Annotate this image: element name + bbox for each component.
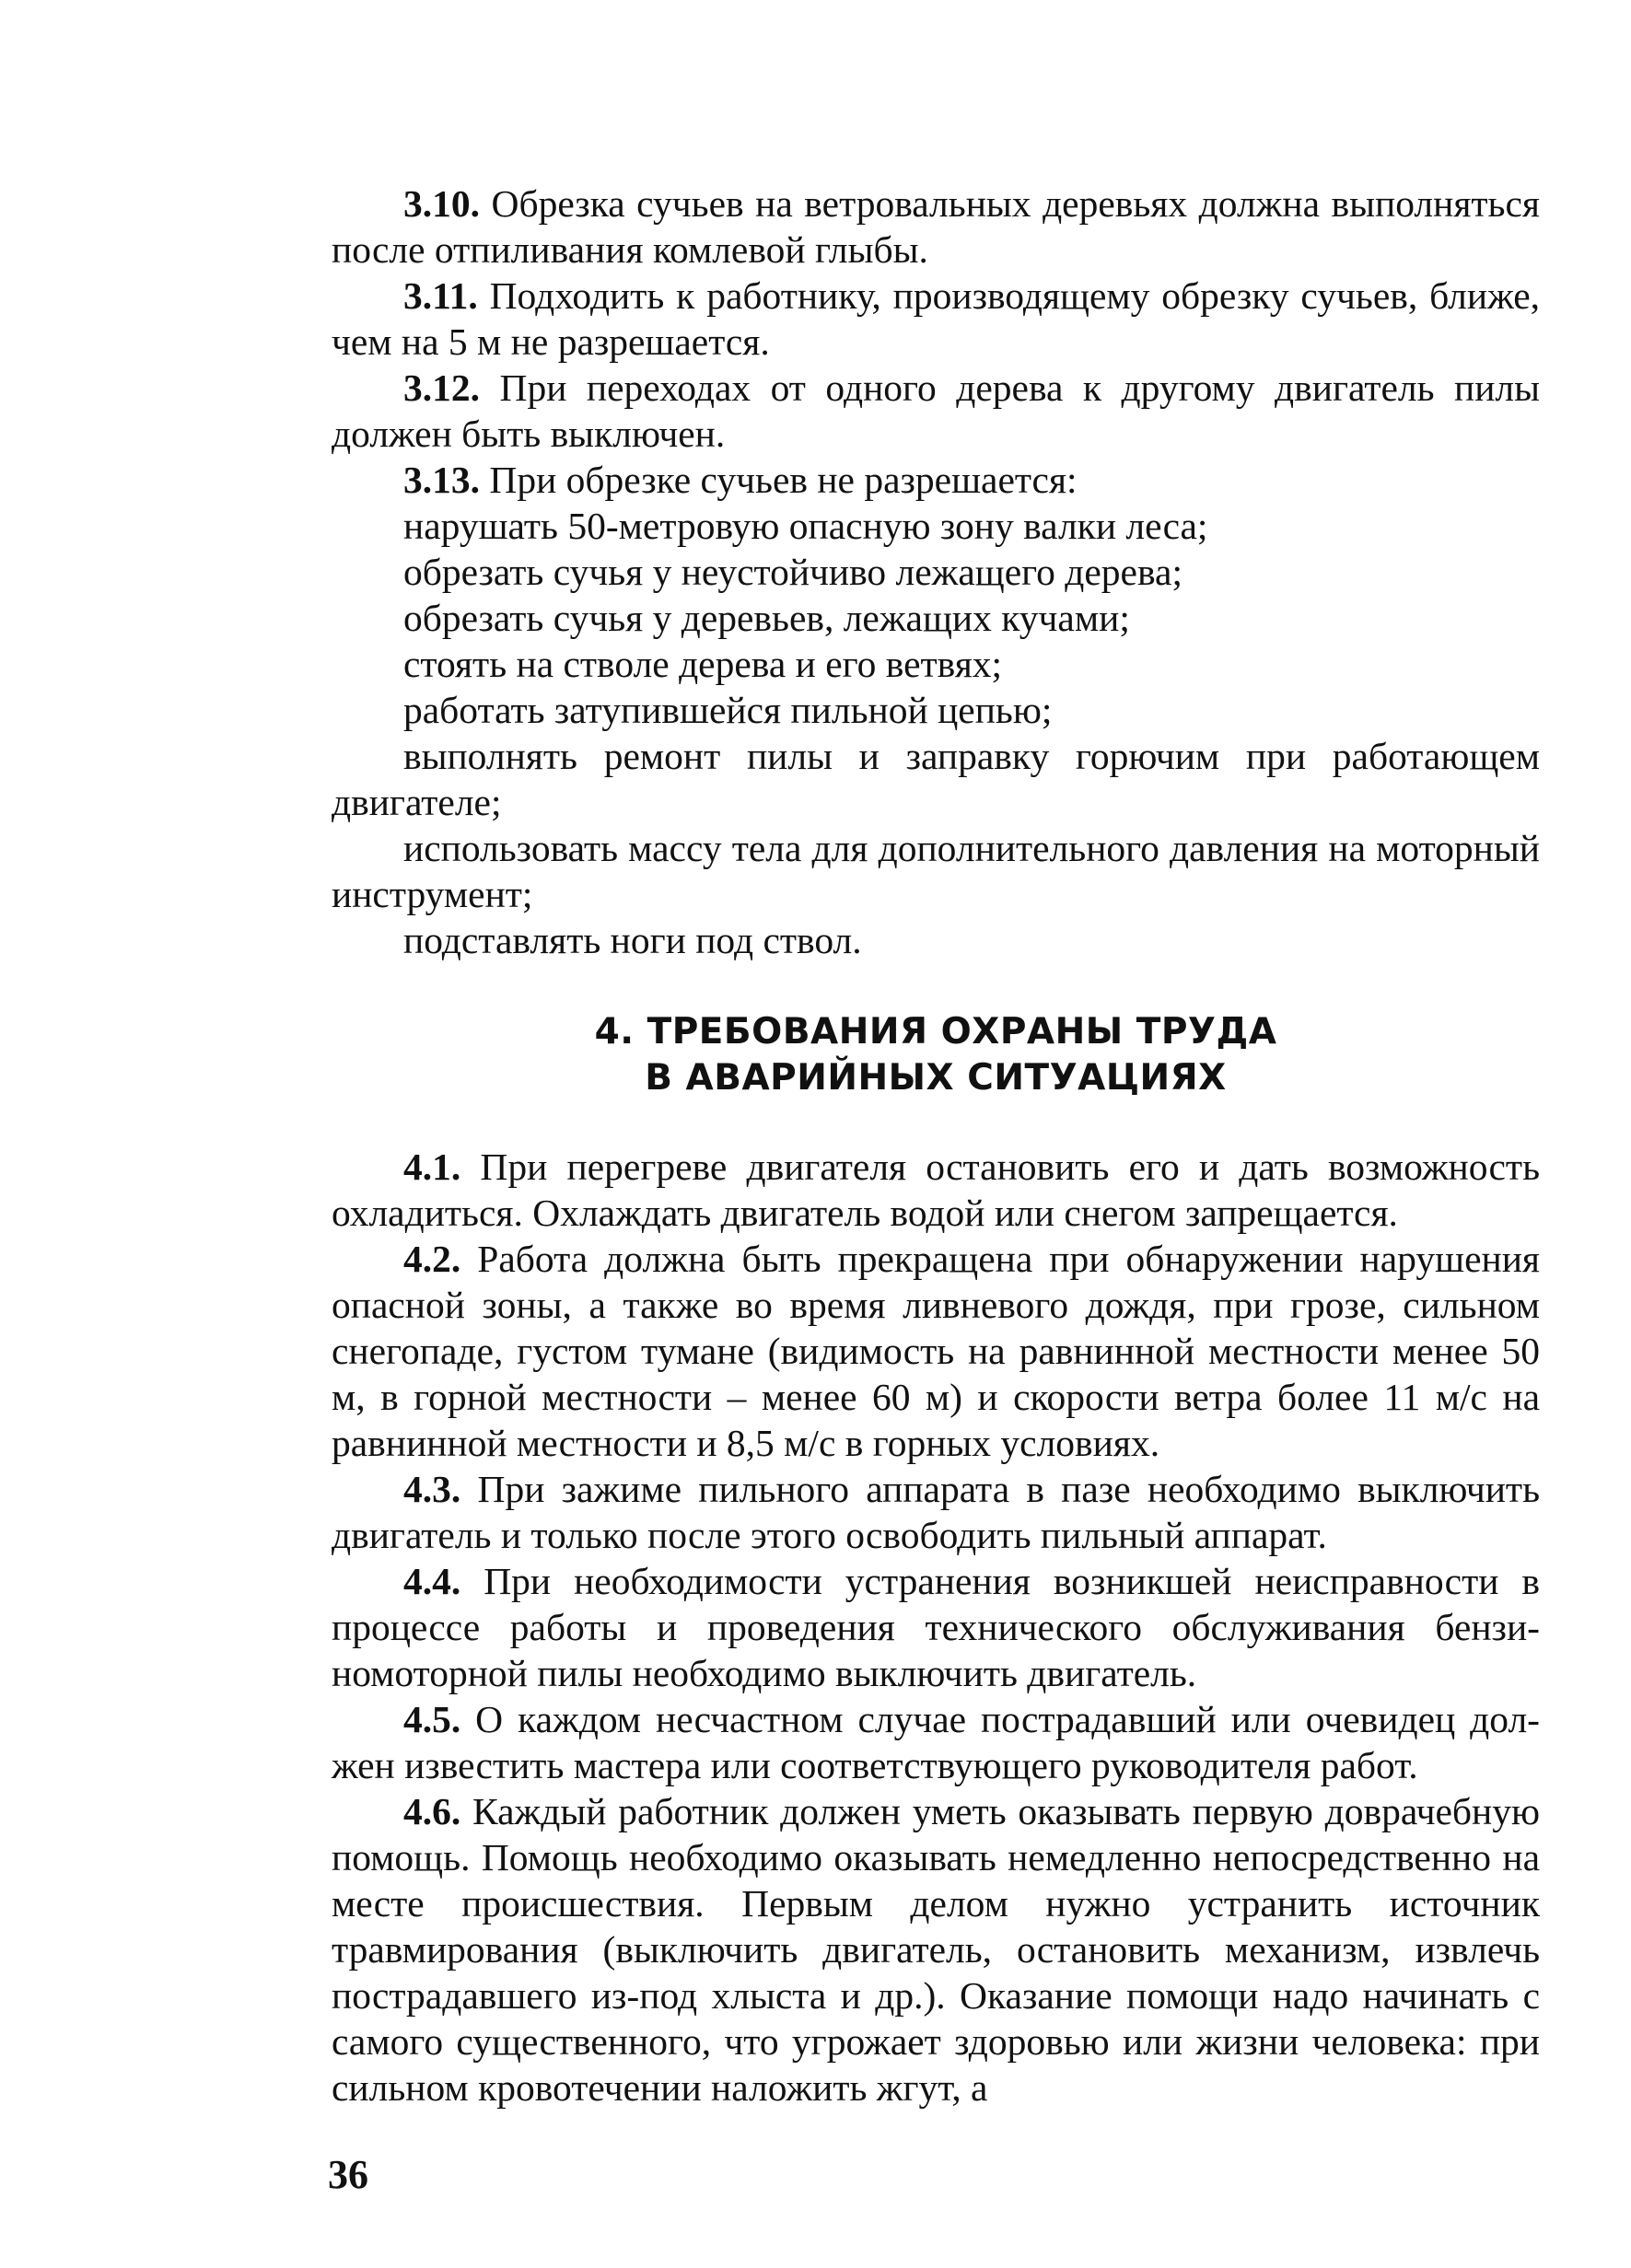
- clause-number: 4.1.: [403, 1146, 461, 1188]
- prohibition-item: использовать массу тела для дополнительного давления на моторный инструмент;: [332, 827, 1540, 915]
- clause-text: При зажиме пильного аппарата в пазе необходимо выключить двигатель и только после этого освободить пильный аппарат.: [332, 1468, 1540, 1556]
- section-heading: [332, 1009, 1540, 1101]
- prohibition-item: обрезать сучья у деревьев, лежащих кучами;: [403, 597, 1130, 639]
- clause-number: 4.5.: [403, 1698, 461, 1740]
- paragraph-4-1: [332, 1144, 1540, 1236]
- clause-number: 4.6.: [403, 1790, 461, 1832]
- clause-text: При необходимости устранения возникшей неисправности в процессе работы и проведения технического обслуживания бензиномоторной пилы необходимо выключить двигатель.: [332, 1560, 1540, 1694]
- clause-number: 4.2.: [403, 1238, 461, 1280]
- section-heading-line1: 4. ТРЕБОВАНИЯ ОХРАНЫ ТРУДА: [594, 1011, 1277, 1053]
- section4-body: [332, 1144, 1540, 2111]
- clause-number: 3.13.: [403, 459, 480, 501]
- page-number: 36: [328, 2152, 368, 2197]
- prohibition-item: обрезать сучья у неустойчиво лежащего дерева;: [403, 551, 1182, 593]
- clause-number: 3.12.: [403, 366, 480, 409]
- prohibition-item: стоять на стволе дерева и его ветвях;: [403, 643, 1003, 685]
- paragraph-4-3: [332, 1466, 1540, 1558]
- paragraph-3-10: [332, 180, 1540, 273]
- clause-text: О каждом несчастном случае пострадавший или очевидец должен известить мастера или соответствующего руководителя работ.: [332, 1698, 1540, 1786]
- clause-text: Работа должна быть прекращена при обнаружении нарушения опасной зоны, а также во время ливневого дождя, при грозе, сильном снегопаде, густом тумане (видимость на равнинной местности менее 50 м, в горной местности – менее 60 м) и скорости ветра более 11 м/с на равнинной местности и 8,5 м/с в горных условиях.: [332, 1238, 1540, 1464]
- section3-continuation: [332, 180, 1540, 963]
- prohibition-item: нарушать 50-метровую опасную зону валки леса;: [403, 505, 1208, 547]
- paragraph-4-6: [332, 1788, 1540, 2111]
- clause-text: При переходах от одного дерева к другому двигатель пилы должен быть выключен.: [332, 366, 1540, 455]
- clause-number: 4.3.: [403, 1468, 461, 1510]
- paragraph-4-4: [332, 1558, 1540, 1696]
- paragraph-4-2: [332, 1236, 1540, 1466]
- paragraph-3-13: [332, 457, 1540, 503]
- clause-text: При перегреве двигателя остановить его и дать возможность охладиться. Охлаждать двигатель водой или снегом запрещается.: [332, 1146, 1540, 1234]
- clause-number: 3.10.: [403, 182, 480, 225]
- prohibition-item: подставлять ноги под ствол.: [403, 919, 862, 961]
- prohibition-item: работать затупившейся пильной цепью;: [403, 689, 1053, 731]
- clause-text: Каждый работник должен уметь оказывать первую доврачебную помощь. Помощь необходимо оказывать немедленно непосредственно на месте происшествия. Первым делом нужно устранить источник травмирования (выключить двигатель, остановить механизм, извлечь пострадавшего из-под хлыста и др.). Оказание помощи надо начинать с самого существенного, что угрожает здоровью или жизни человека: при сильном кровотечении наложить жгут, а: [332, 1790, 1540, 2109]
- clause-text: При обрезке сучьев не разрешается:: [480, 459, 1078, 501]
- clause-number: 3.11.: [403, 274, 478, 317]
- paragraph-3-11: [332, 273, 1540, 365]
- clause-text: Обрезка сучьев на ветровальных деревьях должна выполняться после отпиливания комлевой глыбы.: [332, 182, 1540, 271]
- paragraph-3-12: [332, 365, 1540, 457]
- clause-number: 4.4.: [403, 1560, 461, 1602]
- prohibition-item: выполнять ремонт пилы и заправку горючим при работающем двигателе;: [332, 735, 1540, 823]
- clause-text: Подходить к работнику, производящему обрезку сучьев, ближе, чем на 5 м не разрешается.: [332, 274, 1540, 363]
- section-heading-line2: В АВАРИЙНЫХ СИТУАЦИЯХ: [645, 1057, 1227, 1099]
- paragraph-4-5: [332, 1696, 1540, 1788]
